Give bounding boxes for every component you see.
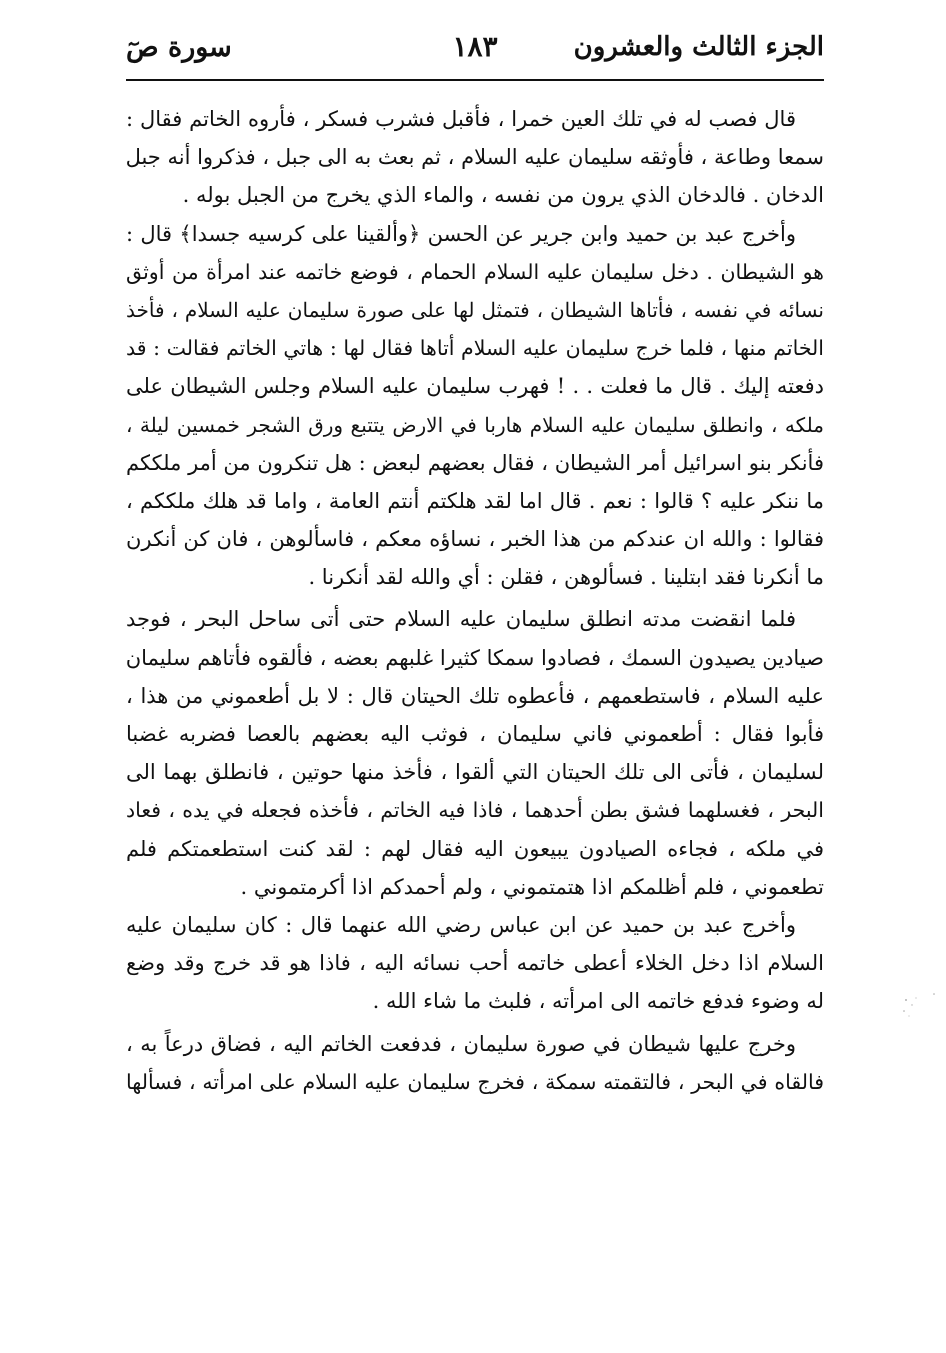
text-line: دفعته إليك . قال ما فعلت . . ! فهرب سليمان عليه السلام وجلس الشيطان على [126, 374, 824, 399]
text-line: فأنكر بنو اسرائيل أمر الشيطان ، فقال بعضهم لبعض : هل تنكرون من أمر ملككم [126, 450, 824, 475]
text-line: وأخرج عبد بن حميد عن ابن عباس رضي الله عنهما قال : كان سليمان عليه [126, 912, 796, 937]
text-line: ملكه ، وانطلق سليمان عليه السلام هاربا في الارض يتتبع ورق الشجر خمسين ليلة ، [126, 412, 824, 437]
text-line: صيادين يصيدون السمك ، فصادوا سمكا كثيرا غلبهم بعضه ، فألقوه فأتاهم سليمان [125, 645, 824, 670]
surah-title: سورة صٓ [126, 32, 232, 63]
text-line: فأبوا فقال : أطعموني فاني سليمان ، فوثب اليه بعضهم بالعصا فضربه غضبا [126, 722, 824, 746]
text-line: البحر ، فغسلهما فشق بطن أحدهما ، فاذا فيه الخاتم ، فأخذه فجعله في يده ، فعاد [126, 798, 824, 823]
header-rule [126, 79, 824, 81]
text-line: لسليمان ، فأتى الى تلك الحيتان التي ألقوا ، فأخذ منها حوتين ، فانطلق بهما الى [126, 760, 824, 785]
text-line: نسائه في نفسه ، فأتاها الشيطان ، فتمثل لها على صورة سليمان عليه السلام ، فأخذ [126, 297, 824, 322]
text-line: عليه السلام ، فاستطعمهم ، فأعطوه تلك الحيتان قال : لا بل أطعموني من هذا ، [126, 683, 824, 708]
text-line: سمعا وطاعة ، فأوثقه سليمان عليه السلام ، ثم بعث به الى جبل ، فذكروا أنه جبل [125, 145, 824, 170]
scan-specks [898, 990, 938, 1030]
text-line: ما ننكر عليه ؟ قالوا : نعم . قال اما لقد هلكتم أنتم العامة ، واما قد هلك ملككم ، [126, 488, 824, 513]
page-number: ١٨٣ [452, 30, 498, 63]
text-line: في ملكه ، فجاءه الصيادون يبيعون اليه فقال لهم : لقد كنت استطعمتكم فلم [126, 836, 824, 861]
text-line: السلام اذا دخل الخلاء أعطى خاتمه أحب نسائه اليه ، فاذا هو قد خرج وقد وضع [126, 951, 824, 976]
text-line: هو الشيطان . دخل سليمان عليه السلام الحمام ، فوضع خاتمه عند امرأة من أوثق [126, 259, 824, 284]
text-line: الدخان . فالدخان الذي يرون من نفسه ، والماء الذي يخرج من الجبل بوله . [182, 183, 824, 208]
text-line: الخاتم منها ، فلما خرج سليمان عليه السلام أتاها فقال لها : هاتي الخاتم فقالت : قد [126, 336, 824, 361]
text-line: وخرج عليها شيطان في صورة سليمان ، فدفعت الخاتم اليه ، فضاق درعاً به ، [126, 1031, 796, 1056]
text-line: له وضوء فدفع خاتمه الى امرأته ، فلبث ما شاء الله . [372, 989, 824, 1014]
part-title: الجزء الثالث والعشرون [573, 32, 824, 62]
text-line: تطعموني ، فلم أظلمكم اذا هتمتموني ، ولم أحمدكم اذا أكرمتموني . [240, 874, 824, 899]
body-text [126, 100, 824, 1101]
text-line: قال فصب له في تلك العين خمرا ، فأقبل فشرب فسكر ، فأروه الخاتم فقال : [126, 107, 796, 131]
text-line: فقالوا : والله ان عندكم من هذا الخبر ، نساؤه معكم ، فاسألوهن ، فان كن أنكرن [126, 527, 824, 552]
text-line: فالقاه في البحر ، فالتقمته سمكة ، فخرج سليمان عليه السلام على امرأته ، فسألها [126, 1069, 824, 1094]
page-header [126, 28, 824, 78]
text-line: فلما انقضت مدته انطلق سليمان عليه السلام حتى أتى ساحل البحر ، فوجد [126, 607, 796, 632]
text-line: ما أنكرنا فقد ابتلينا . فسألوهن ، فقلن : أي والله لقد أنكرنا . [308, 565, 824, 590]
text-line: وأخرج عبد بن حميد وابن جرير عن الحسن ﴿وألقينا على كرسيه جسدا﴾ قال : [126, 221, 796, 246]
